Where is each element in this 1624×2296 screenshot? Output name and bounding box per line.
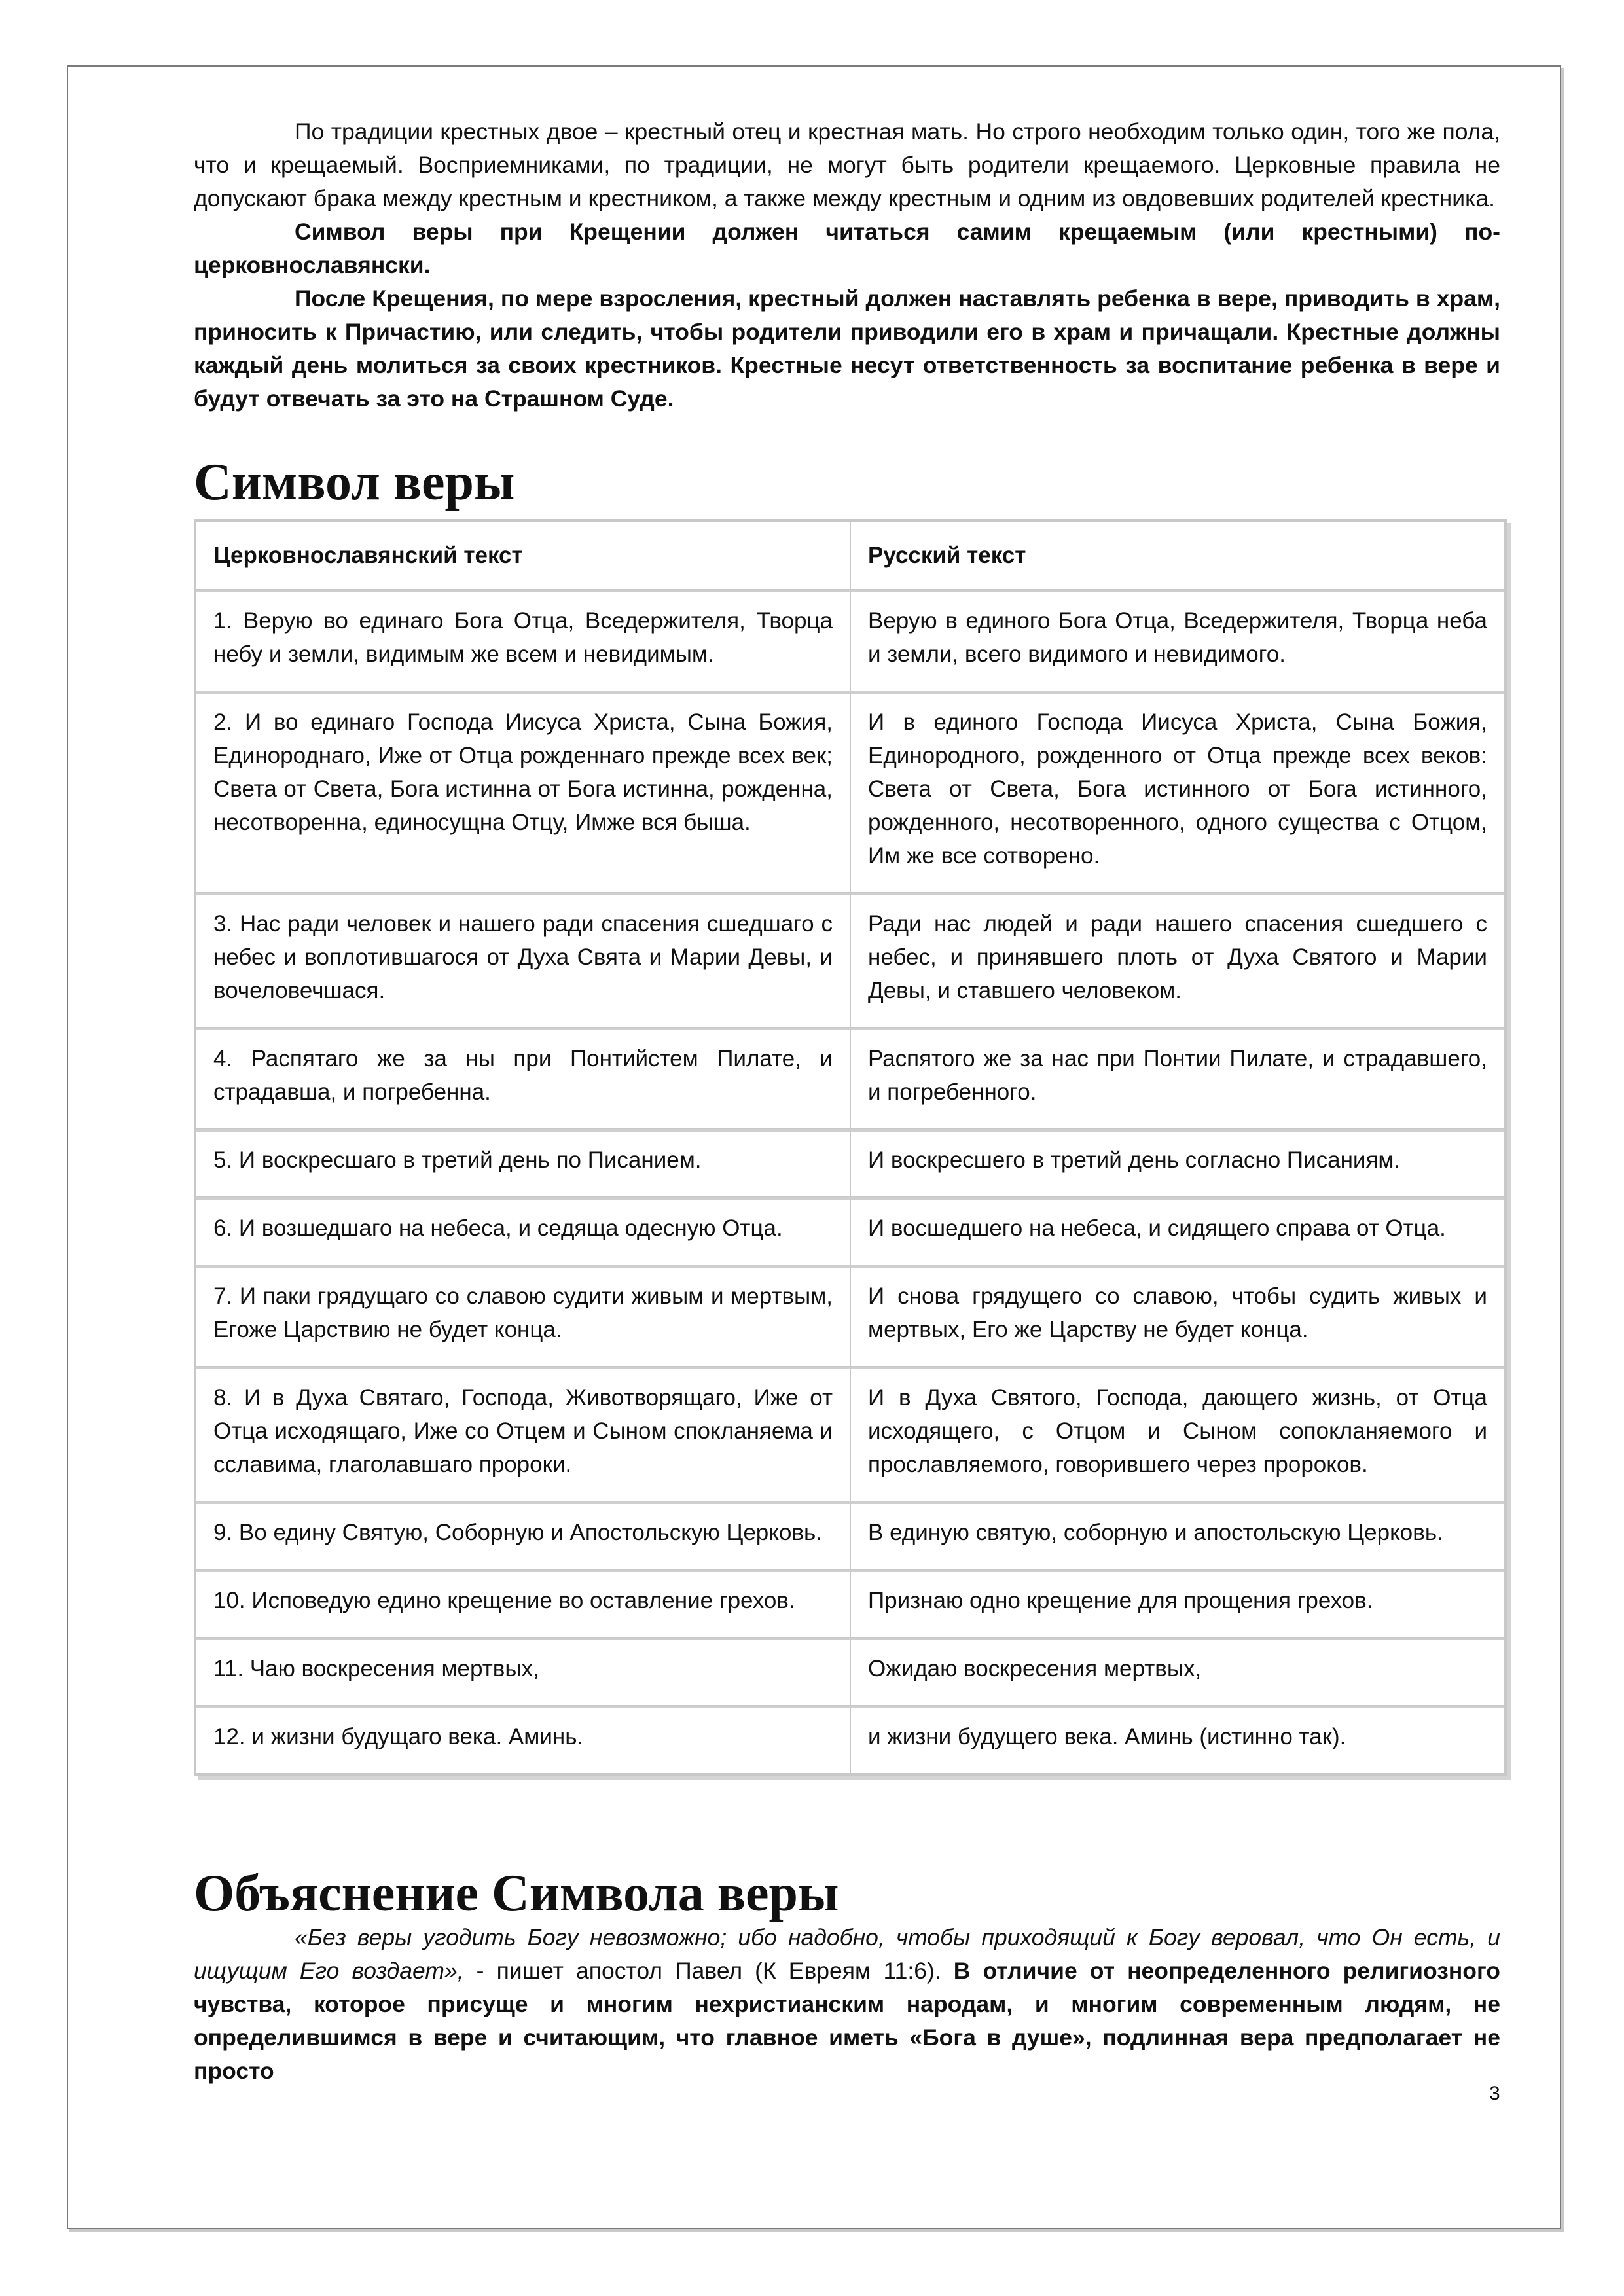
table-row (196, 1570, 1505, 1638)
cell-church-slavonic: 4. Распятаго же за ны при Понтийстем Пилате, и страдавша, и погребенна. (196, 1028, 850, 1129)
table-row (196, 1129, 1505, 1197)
table-header-row (196, 521, 1505, 590)
cell-church-slavonic: 6. И возшедшаго на небеса, и седяща одесную Отца. (196, 1197, 850, 1265)
cell-church-slavonic: 10. Исповедую едино крещение во оставление грехов. (196, 1570, 850, 1638)
table-row (196, 691, 1505, 893)
creed-heading: Символ веры (194, 454, 515, 511)
cell-church-slavonic: 9. Во едину Святую, Соборную и Апостольскую Церковь. (196, 1501, 850, 1570)
cell-church-slavonic: 7. И паки грядущаго со славою судити живым и мертвым, Егоже Царствию не будет конца. (196, 1265, 850, 1367)
cell-russian: И в единого Господа Иисуса Христа, Сына Божия, Единородного, рожденного от Отца прежде всех веков: Света от Света, Бога истинного от Бога истинного, рожденного, несотворенного, одного существа с Отцом, Им же все сотворено. (850, 691, 1505, 893)
cell-church-slavonic: 1. Верую во единаго Бога Отца, Вседержителя, Творца небу и земли, видимым же всем и невидимым. (196, 590, 850, 691)
page-content (194, 115, 1500, 2088)
header-church-slavonic: Церковнославянский текст (196, 521, 850, 590)
cell-church-slavonic: 3. Нас ради человек и нашего ради спасения сшедшаго с небес и воплотившагося от Духа Свята и Марии Девы, и вочеловечшася. (196, 893, 850, 1028)
cell-church-slavonic: 2. И во единаго Господа Иисуса Христа, Сына Божия, Единороднаго, Иже от Отца рожденнаго прежде всех век; Света от Света, Бога истинна от Бога истинна, рожденна, несотворенна, единосущна Отцу, Имже вся быша. (196, 691, 850, 893)
table-row (196, 590, 1505, 691)
cell-church-slavonic: 12. и жизни будущаго века. Аминь. (196, 1706, 850, 1774)
table-row (196, 1265, 1505, 1367)
table-row (196, 893, 1505, 1028)
cell-church-slavonic: 11. Чаю воскресения мертвых, (196, 1638, 850, 1706)
table-row (196, 1367, 1505, 1501)
intro-paragraph-2: Символ веры при Крещении должен читаться самим крещаемым (или крестными) по-церковнославянски. (194, 219, 1500, 278)
page-number: 3 (1489, 2083, 1500, 2104)
header-russian: Русский текст (850, 521, 1505, 590)
cell-church-slavonic: 5. И воскресшаго в третий день по Писанием. (196, 1129, 850, 1197)
cell-russian: Ради нас людей и ради нашего спасения сшедшего с небес, и принявшего плоть от Духа Святого и Марии Девы, и ставшего человеком. (850, 893, 1505, 1028)
explanation-bold-text: В отличие от неопределенного религиозного чувства, которое присуще и многим нехристианским народам, и многим современным людям, не определившимся в вере и считающим, что главное иметь «Бога в душе», подлинная вера предполагает не просто (194, 1958, 1500, 2084)
cell-russian: И воскресшего в третий день согласно Писаниям. (850, 1129, 1505, 1197)
explanation-heading: Объяснение Символа веры (194, 1865, 839, 1922)
cell-russian: Ожидаю воскресения мертвых, (850, 1638, 1505, 1706)
cell-russian: И восшедшего на небеса, и сидящего справа от Отца. (850, 1197, 1505, 1265)
explanation-attribution: - пишет апостол Павел (К Евреям 11:6). (463, 1958, 954, 1984)
table-row (196, 1638, 1505, 1706)
explanation-paragraph (194, 1921, 1500, 2088)
table-row (196, 1501, 1505, 1570)
intro-paragraph-1: По традиции крестных двое – крестный отец и крестная мать. Но строго необходим только один, того же пола, что и крещаемый. Восприемниками, по традиции, не могут быть родители крещаемого. Церковные правила не допускают брака между крестным и крестником, а также между крестным и одним из овдовевших родителей крестника. (194, 118, 1500, 211)
cell-russian: и жизни будущего века. Аминь (истинно так). (850, 1706, 1505, 1774)
table-row (196, 1706, 1505, 1774)
cell-russian: Верую в единого Бога Отца, Вседержителя, Творца неба и земли, всего видимого и невидимого. (850, 590, 1505, 691)
cell-russian: И в Духа Святого, Господа, дающего жизнь, от Отца исходящего, с Отцом и Сыном сопокланяемого и прославляемого, говорившего через пророков. (850, 1367, 1505, 1501)
table-row (196, 1197, 1505, 1265)
intro-paragraph-3: После Крещения, по мере взросления, крестный должен наставлять ребенка в вере, приводить в храм, приносить к Причастию, или следить, чтобы родители приводили его в храм и причащали. Крестные должны каждый день молиться за своих крестников. Крестные несут ответственность за воспитание ребенка в вере и будут отвечать за это на Страшном Суде. (194, 285, 1500, 412)
cell-russian: В единую святую, соборную и апостольскую Церковь. (850, 1501, 1505, 1570)
cell-russian: И снова грядущего со славою, чтобы судить живых и мертвых, Его же Царству не будет конца. (850, 1265, 1505, 1367)
cell-russian: Распятого же за нас при Понтии Пилате, и страдавшего, и погребенного. (850, 1028, 1505, 1129)
table-row (196, 1028, 1505, 1129)
explanation-quote: «Без веры угодить Богу невозможно; ибо надобно, чтобы приходящий к Богу веровал, что Он есть, и ищущим Его воздает», (194, 1924, 1500, 1984)
cell-church-slavonic: 8. И в Духа Святаго, Господа, Животворящаго, Иже от Отца исходящаго, Иже со Отцем и Сыном спокланяема и сславима, глаголавшаго пророки. (196, 1367, 850, 1501)
creed-table (194, 519, 1507, 1776)
cell-russian: Признаю одно крещение для прощения грехов. (850, 1570, 1505, 1638)
